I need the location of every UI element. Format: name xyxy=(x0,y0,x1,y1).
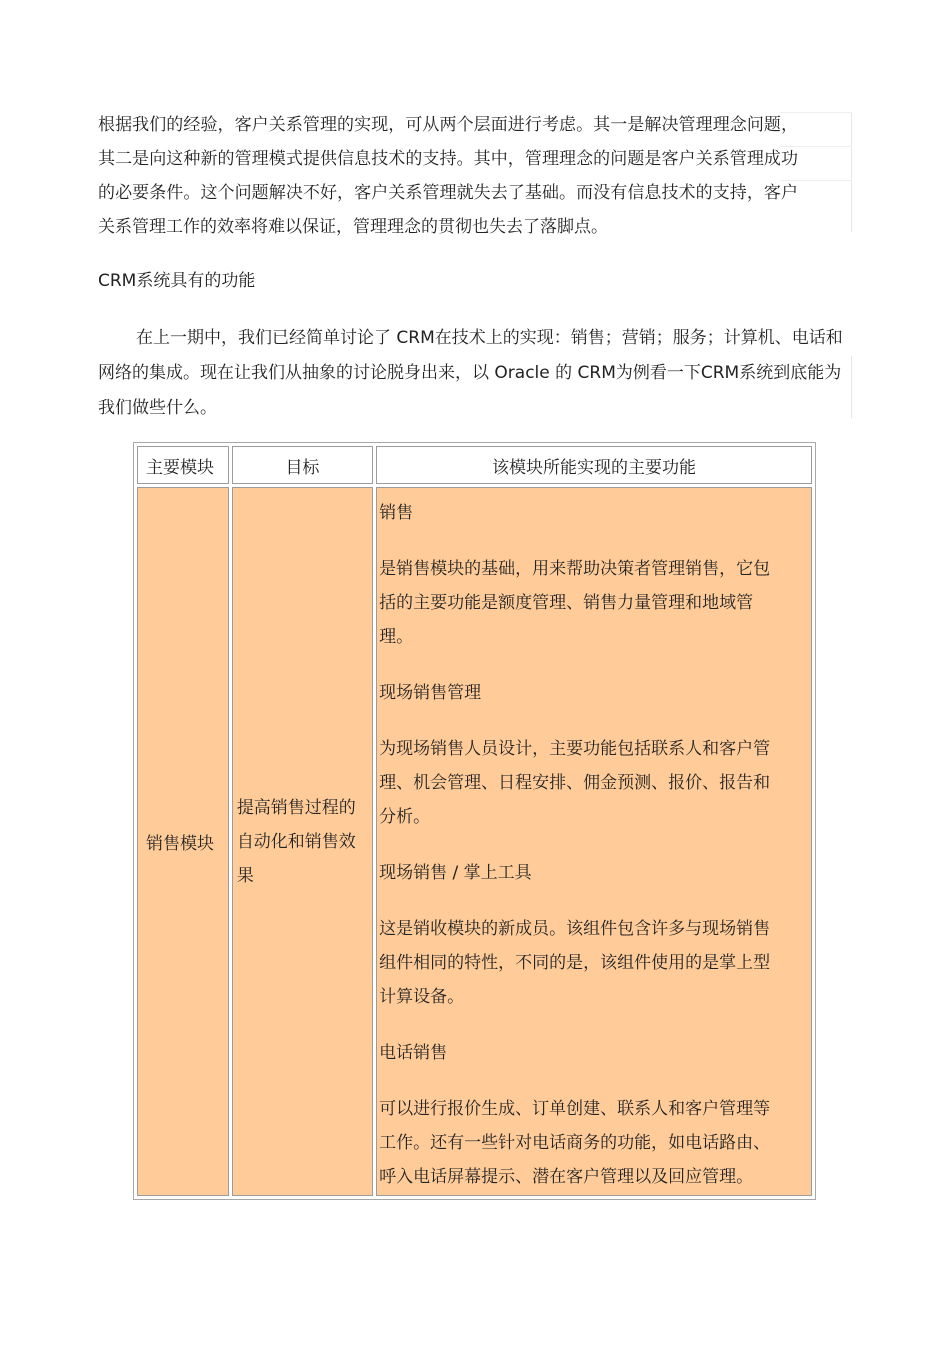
margin-rule xyxy=(851,112,852,232)
function-desc: 可以进行报价生成、订单创建、联系人和客户管理等工作。还有一些针对电话商务的功能，如电话路由、呼入电话屏幕提示、潜在客户管理以及回应管理。 xyxy=(379,1099,771,1187)
module-cell: 销售模块 xyxy=(137,487,229,1196)
function-title: 现场销售管理 xyxy=(379,683,482,703)
function-title: 销售 xyxy=(379,503,414,523)
table-header-row xyxy=(137,446,812,484)
margin-rule xyxy=(851,356,852,418)
function-title: 电话销售 xyxy=(379,1043,448,1063)
function-desc: 为现场销售人员设计，主要功能包括联系人和客户管理、机会管理、日程安排、佣金预测、报价、报告和分析。 xyxy=(379,739,771,827)
header-functions: 该模块所能实现的主要功能 xyxy=(376,446,812,484)
function-title: 现场销售 / 掌上工具 xyxy=(379,863,532,883)
intro-paragraph: 根据我们的经验，客户关系管理的实现，可从两个层面进行考虑。其一是解决管理理念问题，其二是向这种新的管理模式提供信息技术的支持。其中，管理理念的问题是客户关系管理成功的必要条件。这个问题解决不好，客户关系管理就失去了基础。而没有信息技术的支持，客户关系管理工作的效率将难以保证，管理理念的贯彻也失去了落脚点。 xyxy=(98,115,798,237)
header-goal: 目标 xyxy=(232,446,373,484)
function-desc: 这是销收模块的新成员。该组件包含许多与现场销售组件相同的特性，不同的是，该组件使用的是掌上型计算设备。 xyxy=(379,919,771,1007)
header-module: 主要模块 xyxy=(137,446,229,484)
section-heading: CRM系统具有的功能 xyxy=(98,271,256,291)
functions-cell xyxy=(376,487,812,1196)
body-paragraph: 在上一期中，我们已经简单讨论了 CRM在技术上的实现：销售；营销；服务；计算机、电话和网络的集成。现在让我们从抽象的讨论脱身出来，以 Oracle 的 CRM为例看一下CRM系统到底能为我们做些什么。 xyxy=(98,328,843,418)
function-desc: 是销售模块的基础，用来帮助决策者管理销售，它包括的主要功能是额度管理、销售力量管理和地域管理。 xyxy=(379,559,771,647)
table-row xyxy=(137,487,812,1196)
crm-function-table xyxy=(133,442,816,1200)
goal-cell: 提高销售过程的自动化和销售效果 xyxy=(232,487,373,1196)
